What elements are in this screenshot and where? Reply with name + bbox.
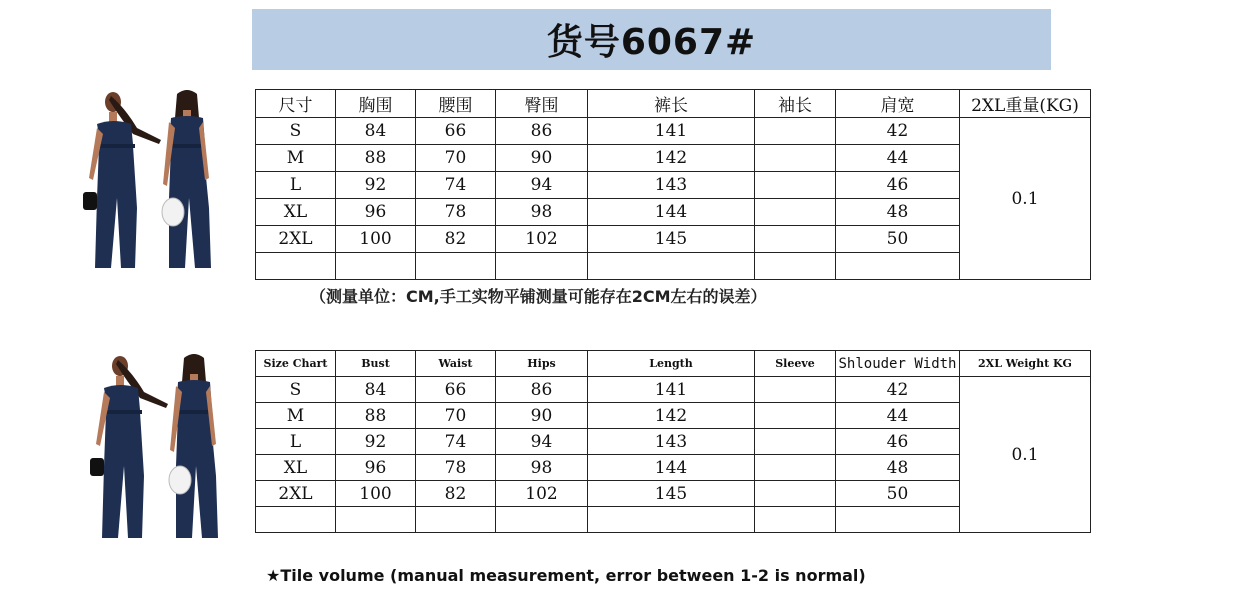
header-cell: 腰围 [416,90,496,118]
length-cell: 145 [588,226,755,253]
sleeve-cell [755,226,836,253]
header-cell: Waist [416,351,496,377]
bust-cell: 100 [336,481,416,507]
shoulder-cell: 46 [836,172,960,199]
header-cell: 袖长 [755,90,836,118]
sleeve-cell [755,253,836,280]
waist-cell: 74 [416,429,496,455]
weight-cell: 0.1 [960,377,1091,533]
bust-cell: 92 [336,172,416,199]
shoulder-cell [836,507,960,533]
sleeve-cell [755,118,836,145]
header-cell: Bust [336,351,416,377]
hips-cell [496,507,588,533]
hips-cell: 94 [496,429,588,455]
waist-cell: 78 [416,199,496,226]
hips-cell: 98 [496,199,588,226]
measurement-note-cn: （测量单位：CM,手工实物平铺测量可能存在2CM左右的误差） [310,287,767,306]
waist-cell: 82 [416,481,496,507]
size-cell: 2XL [256,226,336,253]
waist-cell: 82 [416,226,496,253]
header-cell: 胸围 [336,90,416,118]
waist-cell: 78 [416,455,496,481]
length-cell: 142 [588,403,755,429]
hips-cell: 98 [496,455,588,481]
hips-cell [496,253,588,280]
sleeve-cell [755,481,836,507]
sleeve-cell [755,455,836,481]
product-photo-bottom [82,352,232,542]
header-cell: 尺寸 [256,90,336,118]
size-cell [256,507,336,533]
size-cell: M [256,145,336,172]
size-cell: S [256,118,336,145]
weight-cell: 0.1 [960,118,1091,280]
length-cell: 141 [588,377,755,403]
shoulder-cell: 44 [836,403,960,429]
hips-cell: 94 [496,172,588,199]
shoulder-cell: 44 [836,145,960,172]
bust-cell: 88 [336,145,416,172]
hips-cell: 102 [496,481,588,507]
header-cell: Size Chart [256,351,336,377]
title-banner [252,9,1051,70]
header-cell: Hips [496,351,588,377]
header-cell: Shlouder Width [836,351,960,377]
size-cell: S [256,377,336,403]
bust-cell: 100 [336,226,416,253]
header-cell: 裤长 [588,90,755,118]
size-cell: 2XL [256,481,336,507]
size-cell: L [256,172,336,199]
waist-cell: 74 [416,172,496,199]
bust-cell: 84 [336,118,416,145]
sleeve-cell [755,403,836,429]
hips-cell: 86 [496,118,588,145]
bust-cell [336,253,416,280]
shoulder-cell: 42 [836,377,960,403]
size-table-cn [255,89,1091,280]
length-cell: 144 [588,199,755,226]
table-row [256,377,1091,403]
shoulder-cell: 48 [836,199,960,226]
shoulder-cell: 42 [836,118,960,145]
sleeve-cell [755,377,836,403]
length-cell: 143 [588,172,755,199]
bust-cell: 96 [336,455,416,481]
header-cell: 臀围 [496,90,588,118]
size-cell [256,253,336,280]
shoulder-cell: 46 [836,429,960,455]
bust-cell: 92 [336,429,416,455]
waist-cell [416,507,496,533]
size-table-en [255,350,1091,533]
bust-cell: 84 [336,377,416,403]
sleeve-cell [755,172,836,199]
bust-cell: 88 [336,403,416,429]
size-cell: XL [256,199,336,226]
length-cell: 142 [588,145,755,172]
size-cell: M [256,403,336,429]
waist-cell: 66 [416,118,496,145]
hips-cell: 90 [496,403,588,429]
header-cell: 肩宽 [836,90,960,118]
hips-cell: 102 [496,226,588,253]
bust-cell: 96 [336,199,416,226]
measurement-note-en: ★Tile volume (manual measurement, error between 1-2 is normal) [266,566,866,585]
length-cell: 145 [588,481,755,507]
length-cell: 144 [588,455,755,481]
header-cell: 2XL重量(KG) [960,90,1091,118]
shoulder-cell [836,253,960,280]
shoulder-cell: 50 [836,481,960,507]
header-cell: 2XL Weight KG [960,351,1091,377]
product-photo-top [75,88,225,273]
header-cell: Length [588,351,755,377]
page-title: 货号6067# [546,22,757,63]
length-cell [588,507,755,533]
waist-cell: 70 [416,145,496,172]
waist-cell: 70 [416,403,496,429]
sleeve-cell [755,507,836,533]
waist-cell: 66 [416,377,496,403]
hips-cell: 86 [496,377,588,403]
size-cell: XL [256,455,336,481]
waist-cell [416,253,496,280]
shoulder-cell: 48 [836,455,960,481]
size-cell: L [256,429,336,455]
length-cell [588,253,755,280]
header-cell: Sleeve [755,351,836,377]
shoulder-cell: 50 [836,226,960,253]
bust-cell [336,507,416,533]
sleeve-cell [755,145,836,172]
length-cell: 141 [588,118,755,145]
table-header-row [256,351,1091,377]
sleeve-cell [755,199,836,226]
hips-cell: 90 [496,145,588,172]
table-header-row [256,90,1091,118]
table-row [256,118,1091,145]
sleeve-cell [755,429,836,455]
length-cell: 143 [588,429,755,455]
